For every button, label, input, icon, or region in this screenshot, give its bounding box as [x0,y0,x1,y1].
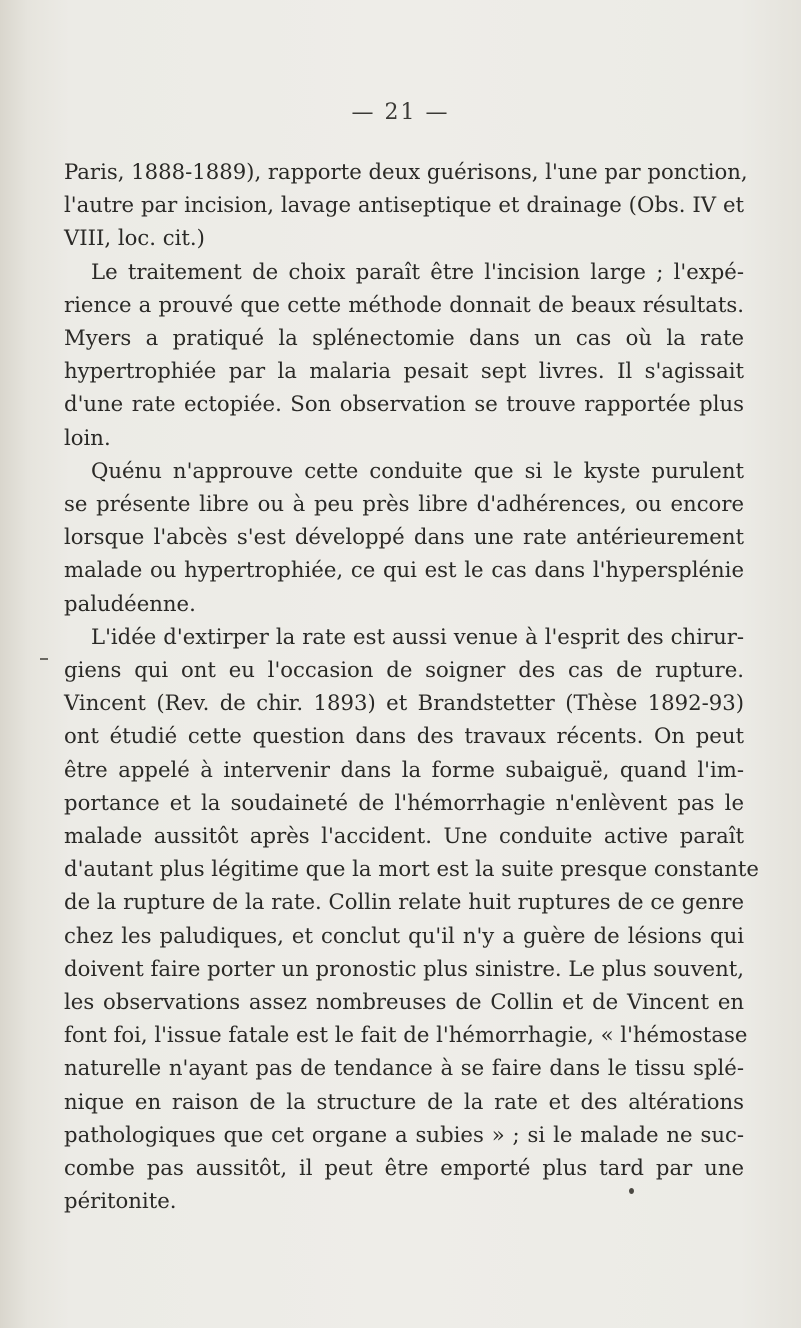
body-text [64,155,759,1218]
text-line: rience a prouvé que cette méthode donnait de beaux résultats. [64,291,744,317]
text-line: combe pas aussitôt, il peut être emporté plus tard par une [64,1155,744,1181]
text-line: péritonite. [64,1188,177,1214]
ink-dot [629,1188,634,1194]
text-line: Paris, 1888-1889), rapporte deux guérisons, l'une par ponction, [64,159,748,184]
text-line: L'idée d'extirper la rate est aussi venue à l'esprit des chirur- [91,623,744,649]
text-line: chez les paludiques, et conclut qu'il n'y a guère de lésions qui [64,922,744,948]
text-line: Vincent (Rev. de chir. 1893) et Brandstetter (Thèse 1892-93) [64,690,744,716]
text-line: doivent faire porter un pronostic plus sinistre. Le plus souvent, [64,955,744,981]
text-line: pathologiques que cet organe a subies » ; si le malade ne suc- [64,1121,744,1147]
text-line: se présente libre ou à peu près libre d'adhérences, ou encore [64,491,744,517]
text-line: d'une rate ectopiée. Son observation se trouve rapportée plus [64,391,744,417]
paragraph-1 [64,155,748,255]
text-line: VIII, loc. cit.) [64,225,205,251]
text-line: l'autre par incision, lavage antiseptique et drainage (Obs. IV et [64,192,744,218]
text-line: paludéenne. [64,590,196,616]
text-line: nique en raison de la structure de la rate et des altérations [64,1088,744,1114]
paragraph-3 [64,454,744,620]
text-line: Myers a pratiqué la splénectomie dans un cas où la rate [64,325,744,351]
text-line: d'autant plus légitime que la mort est la suite presque constante [64,856,759,882]
text-line: malade ou hypertrophiée, ce qui est le cas dans l'hypersplénie [64,557,744,583]
text-line: naturelle n'ayant pas de tendance à se faire dans le tissu splé- [64,1055,744,1081]
text-line: être appelé à intervenir dans la forme subaiguë, quand l'im- [64,756,744,782]
paragraph-2 [64,255,744,454]
text-line: Quénu n'approuve cette conduite que si le kyste purulent [91,457,744,483]
text-line: hypertrophiée par la malaria pesait sept livres. Il s'agissait [64,358,744,384]
text-line: giens qui ont eu l'occasion de soigner des cas de rupture. [64,657,744,683]
text-line: portance et la soudaineté de l'hémorrhagie n'enlèvent pas le [64,789,744,815]
text-line: font foi, l'issue fatale est le fait de l'hémorrhagie, « l'hémostase [64,1022,748,1048]
text-line: les observations assez nombreuses de Collin et de Vincent en [64,989,744,1015]
margin-mark [40,658,48,660]
text-line: de la rupture de la rate. Collin relate huit ruptures de ce genre [64,889,744,915]
text-line: lorsque l'abcès s'est développé dans une rate antérieurement [64,524,744,550]
page-number: — 21 — [351,100,450,125]
text-line: ont étudié cette question dans des travaux récents. On peut [64,723,744,749]
text-line: Le traitement de choix paraît être l'incision large ; l'expé- [91,258,744,284]
text-line: loin. [64,424,111,450]
paragraph-4 [64,620,759,1218]
text-line: malade aussitôt après l'accident. Une conduite active paraît [64,823,744,849]
